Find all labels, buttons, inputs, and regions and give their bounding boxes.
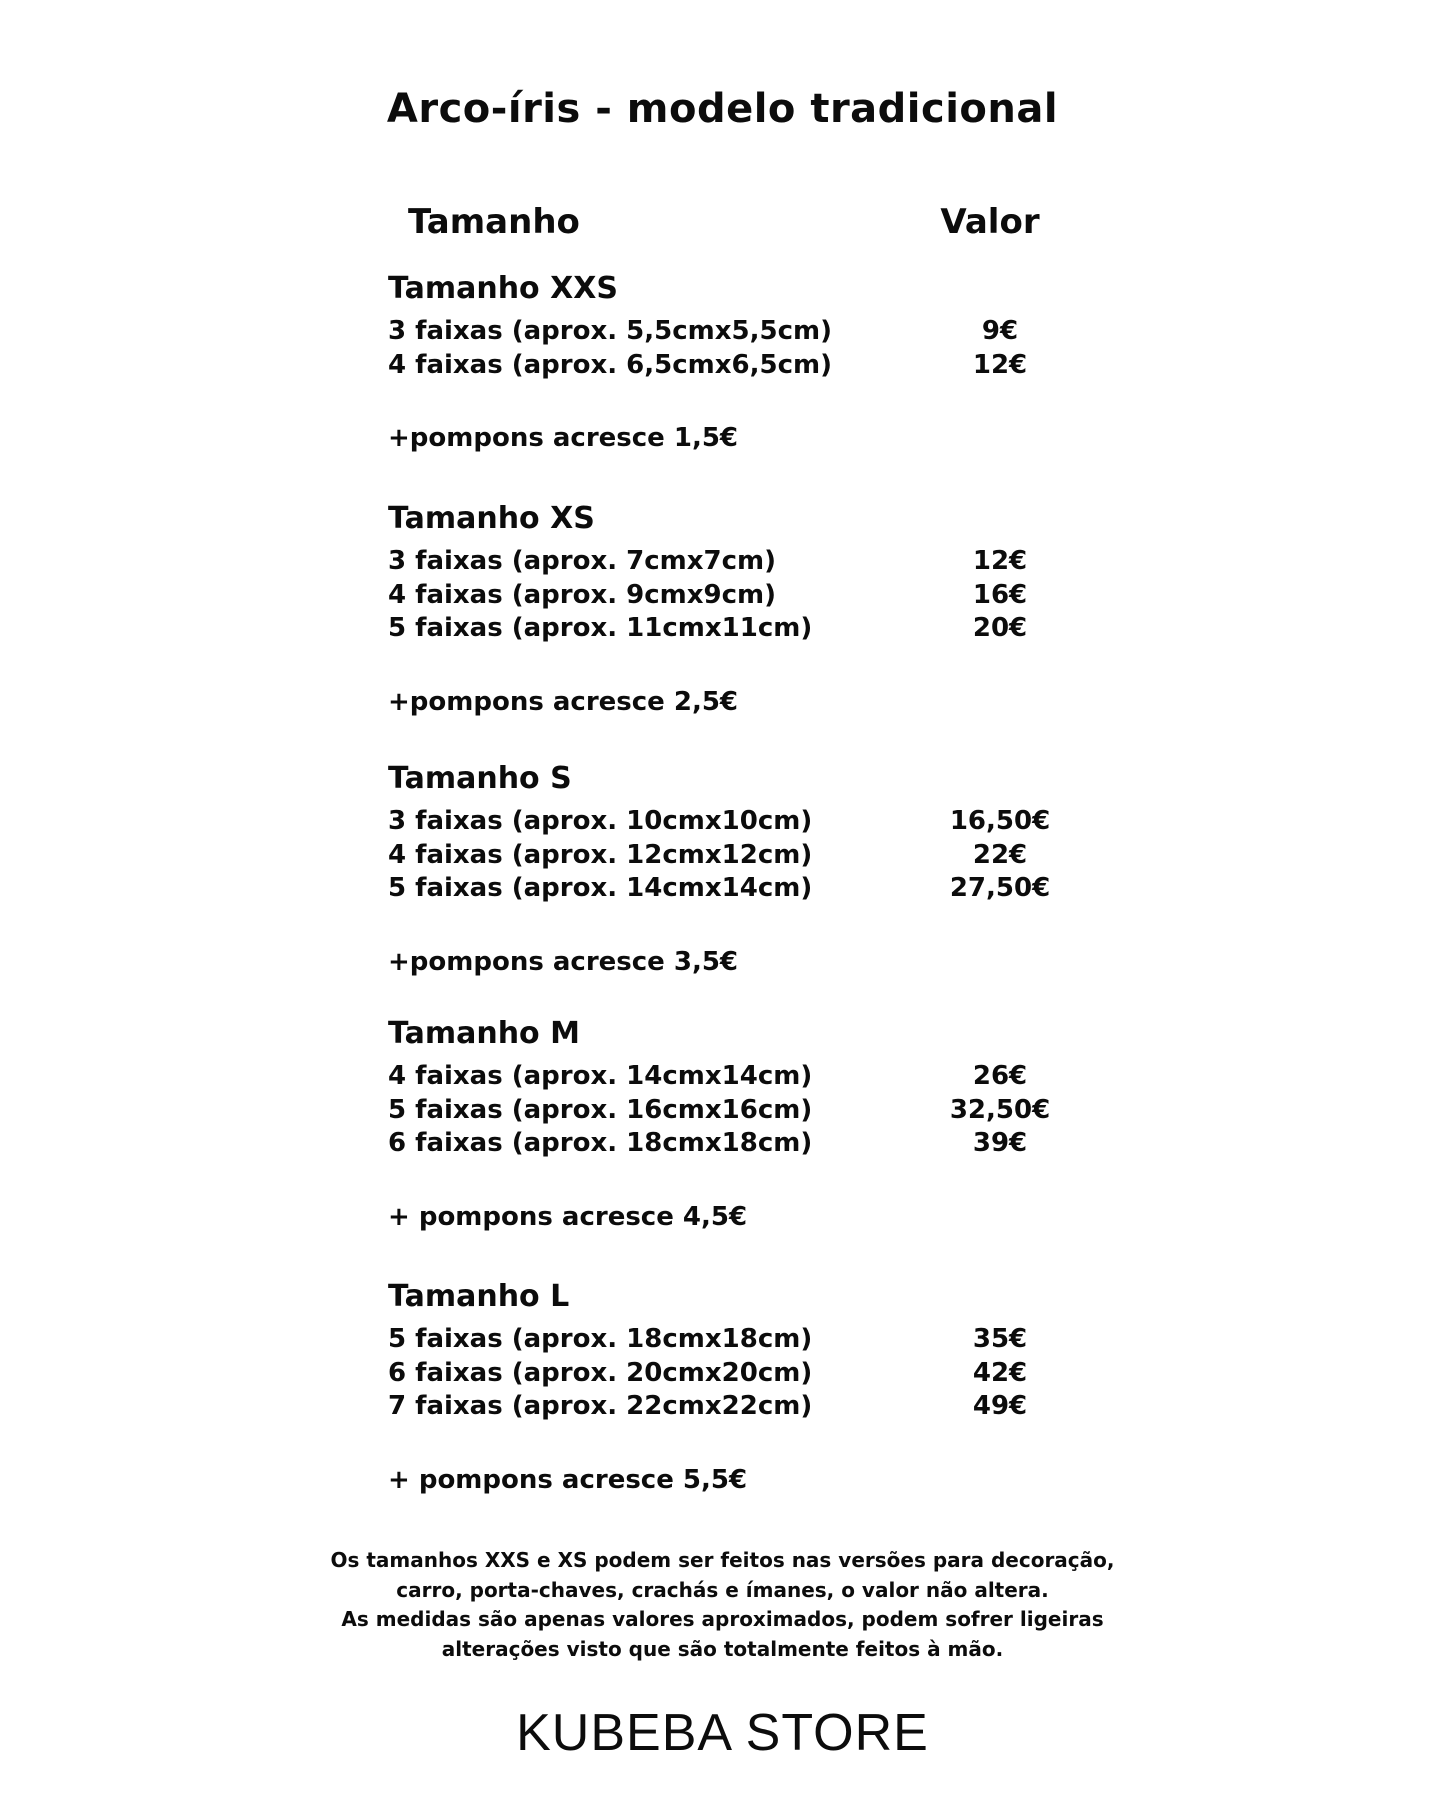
price-row: [388, 349, 1060, 383]
section-heading-m: Tamanho M: [388, 1016, 580, 1051]
row-price: 16,50€: [949, 806, 1051, 836]
row-label: 4 faixas (aprox. 14cmx14cm): [388, 1061, 813, 1091]
price-row: [388, 872, 1060, 906]
row-label: 6 faixas (aprox. 20cmx20cm): [388, 1357, 813, 1388]
row-label: 4 faixas (aprox. 6,5cmx6,5cm): [388, 349, 832, 380]
row-price: 27,50€: [949, 873, 1051, 903]
row-price: 16€: [972, 579, 1028, 610]
price-row: [388, 805, 1060, 839]
price-row: [388, 839, 1060, 873]
row-label: 6 faixas (aprox. 18cmx18cm): [388, 1128, 813, 1158]
price-row: [388, 1094, 1060, 1128]
store-logo: KUBEBA STORE: [516, 1704, 929, 1762]
column-headers: [388, 202, 1060, 242]
row-label: 7 faixas (aprox. 22cmx22cm): [388, 1391, 813, 1421]
row-price: 22€: [972, 839, 1028, 870]
price-row: [388, 315, 1060, 349]
row-price: 39€: [972, 1128, 1028, 1158]
section-tamanho-m: [388, 1017, 1060, 1232]
row-price: 20€: [972, 613, 1028, 643]
row-label: 3 faixas (aprox. 10cmx10cm): [388, 806, 813, 836]
price-row: [388, 545, 1060, 579]
price-row: [388, 612, 1060, 646]
row-price: 9€: [981, 316, 1019, 346]
note-line: Os tamanhos XXS e XS podem ser feitos nas versões para decoração,: [330, 1548, 1115, 1572]
footer-notes: [0, 1546, 1445, 1664]
row-label: 4 faixas (aprox. 12cmx12cm): [388, 839, 813, 870]
pompons-note-m: + pompons acresce 4,5€: [388, 1201, 748, 1232]
row-label: 3 faixas (aprox. 5,5cmx5,5cm): [388, 316, 832, 346]
section-heading-xs: Tamanho XS: [388, 501, 595, 536]
pompons-note-xxs: +pompons acresce 1,5€: [388, 423, 738, 453]
note-line: As medidas são apenas valores aproximados, podem sofrer ligeiras: [341, 1607, 1104, 1631]
row-price: 12€: [972, 349, 1028, 380]
row-label: 3 faixas (aprox. 7cmx7cm): [388, 546, 777, 576]
row-price: 42€: [972, 1357, 1028, 1388]
note-line: alterações visto que são totalmente feitos à mão.: [441, 1636, 1004, 1661]
note-line: carro, porta-chaves, crachás e ímanes, o valor não altera.: [396, 1577, 1049, 1602]
price-row: [388, 1357, 1060, 1391]
row-price: 26€: [972, 1061, 1028, 1091]
section-tamanho-l: [388, 1280, 1060, 1495]
price-row: [388, 1390, 1060, 1424]
row-label: 5 faixas (aprox. 18cmx18cm): [388, 1324, 813, 1354]
section-tamanho-s: [388, 762, 1060, 977]
section-heading-s: Tamanho S: [388, 761, 572, 796]
row-price: 12€: [972, 546, 1028, 576]
row-price: 32,50€: [949, 1094, 1051, 1125]
row-label: 4 faixas (aprox. 9cmx9cm): [388, 579, 777, 610]
section-heading-xxs: Tamanho XXS: [388, 271, 618, 306]
price-row: [388, 1127, 1060, 1161]
row-price: 35€: [972, 1324, 1028, 1354]
page-title: Arco-íris - modelo tradicional: [386, 86, 1059, 132]
pompons-note-s: +pompons acresce 3,5€: [388, 946, 738, 977]
row-price: 49€: [972, 1391, 1028, 1421]
row-label: 5 faixas (aprox. 16cmx16cm): [388, 1094, 813, 1125]
row-label: 5 faixas (aprox. 11cmx11cm): [388, 613, 813, 643]
section-heading-l: Tamanho L: [388, 1279, 570, 1314]
section-tamanho-xs: [388, 502, 1060, 717]
section-tamanho-xxs: [388, 272, 1060, 453]
price-row: [388, 1060, 1060, 1094]
column-header-tamanho: Tamanho: [408, 202, 580, 242]
pompons-note-xs: +pompons acresce 2,5€: [388, 686, 738, 717]
row-label: 5 faixas (aprox. 14cmx14cm): [388, 873, 813, 903]
column-header-valor: Valor: [940, 202, 1040, 242]
price-row: [388, 579, 1060, 613]
pompons-note-l: + pompons acresce 5,5€: [388, 1464, 748, 1495]
price-row: [388, 1323, 1060, 1357]
